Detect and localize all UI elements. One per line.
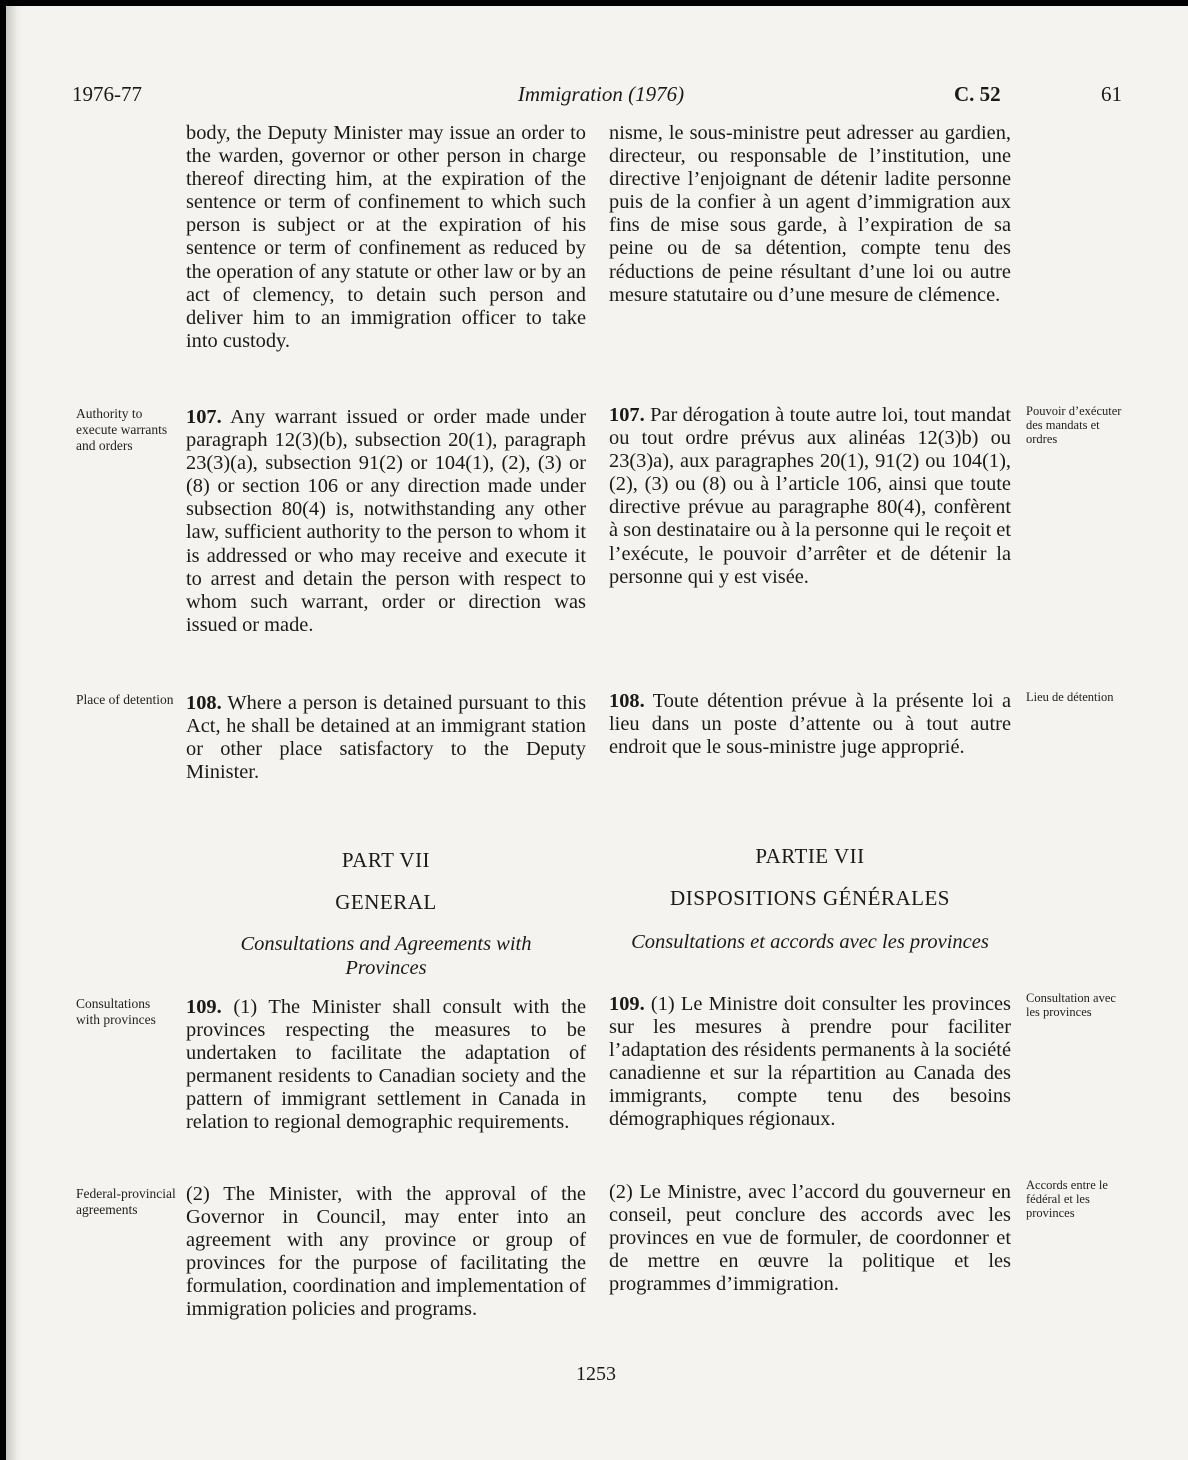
subheading-fr: Consultations et accords avec les provinces — [631, 931, 989, 953]
intro-text-en: body, the Deputy Minister may issue an order to the warden, governor or other person in charge thereof directing him, at the expiration of the sentence or term of confinement to which such person is subject or at the expiration of his sentence or term of confinement as reduced by the operation of any statute or other law or by an act of clemency, to detain such person and deliver him to an immigration officer to take into custody. — [186, 122, 586, 352]
statute-page — [6, 6, 1188, 1460]
part-title-fr: DISPOSITIONS GÉNÉRALES — [670, 886, 950, 910]
folio-number: 1253 — [576, 1363, 616, 1385]
marginal-note-108-fr: Lieu de détention — [1026, 690, 1114, 704]
section-text: (1) The Minister shall consult with the provinces respecting the measures to be undertaken to facilitate the adaptation of permanent residents to Canadian society and the pattern of immigrant settlement in Canada in relation to regional demographic requirements. — [186, 996, 586, 1134]
header-chapter: C. 52 — [954, 82, 1001, 106]
marginal-note-109-1-en: Consultations with provinces — [76, 996, 156, 1027]
marginal-note-109-2-en: Federal-provincial agreements — [76, 1186, 176, 1217]
section-number: 107. — [609, 404, 645, 426]
section-109-1-fr — [609, 993, 1011, 1132]
section-109-2-en: (2) The Minister, with the approval of the Governor in Council, may enter into an agreement with any province or group of provinces for the purpose of facilitating the formulation, coordination and implementation of immigration policies and programs. — [186, 1183, 586, 1321]
marginal-note-109-1-fr: Consultation avec les provinces — [1026, 991, 1116, 1019]
section-108-fr — [609, 690, 1011, 759]
part-heading-fr: PARTIE VII — [755, 844, 865, 868]
section-107-fr — [609, 404, 1011, 589]
section-number: 108. — [609, 690, 645, 712]
section-number: 107. — [186, 406, 222, 428]
header-page-number: 61 — [1101, 82, 1122, 106]
part-title-en: GENERAL — [335, 890, 437, 914]
header-title: Immigration (1976) — [517, 82, 685, 106]
marginal-note-108-en: Place of detention — [76, 692, 174, 707]
marginal-note-109-2-fr: Accords entre le fédéral et les provinces — [1026, 1178, 1108, 1220]
section-text: (1) Le Ministre doit consulter les provinces sur les mesures à prendre pour faciliter l’adaptation des résidents permanents à la société canadienne et sur la répartition au Canada des immigrants, compte tenu des besoins démographiques régionaux. — [609, 993, 1011, 1131]
binding-shadow — [6, 6, 22, 1460]
section-number: 108. — [186, 692, 222, 714]
section-text: Toute détention prévue à la présente loi a lieu dans un poste d’attente ou à tout autre endroit que le sous-ministre juge approprié. — [609, 690, 1011, 759]
section-108-en — [186, 692, 586, 784]
subheading-en: Consultations and Agreements with Provinces — [240, 933, 532, 979]
section-109-1-en — [186, 996, 586, 1135]
part-heading-en: PART VII — [341, 848, 431, 872]
marginal-note-107-fr: Pouvoir d’exécuter des mandats et ordres — [1026, 404, 1122, 446]
marginal-note-107-en: Authority to execute warrants and orders — [76, 406, 168, 453]
section-text: Any warrant issued or order made under paragraph 12(3)(b), subsection 20(1), paragraph 23(3)(a), subsection 91(2) or 104(1), (2), (3) or (8) or section 106 or any direction made under subsection 80(4) is, notwithstanding any other law, sufficient authority to the person to whom it is addressed or who may receive and execute it to arrest and detain the person with respect to whom such warrant, order or direction was issued or made. — [186, 406, 586, 636]
header-year: 1976-77 — [72, 82, 142, 106]
section-107-en — [186, 406, 586, 637]
section-text: Where a person is detained pursuant to this Act, he shall be detained at an immigrant station or other place satisfactory to the Deputy Minister. — [186, 692, 587, 784]
section-109-2-fr: (2) Le Ministre, avec l’accord du gouverneur en conseil, peut conclure des accords avec les provinces en vue de formuler, de coordonner et de mettre en œuvre la politique et les programmes d’immigration. — [609, 1181, 1011, 1296]
section-number: 109. — [609, 993, 645, 1015]
section-number: 109. — [186, 996, 222, 1018]
intro-text-fr: nisme, le sous-ministre peut adresser au gardien, directeur, ou responsable de l’institution, une directive l’enjoignant de détenir ladite personne puis de la confier à un agent d’immigration aux fins de mise sous garde, à l’expiration de sa peine ou de sa détention, compte tenu des réductions de peine résultant d’une loi ou autre mesure statutaire ou d’une mesure de clémence. — [609, 122, 1011, 306]
section-text: Par dérogation à toute autre loi, tout mandat ou tout ordre prévus aux alinéas 12(3)b) ou 23(3)a), aux paragraphes 20(1), 91(2) ou 104(1), (2), (3) ou (8) ou à l’article 106, ainsi que toute directive prévue au paragraphe 80(4), confèrent à son destinataire ou à la personne qui le reçoit et l’exécute, le pouvoir d’arrêter et de détenir la personne qui y est visée. — [609, 404, 1011, 588]
